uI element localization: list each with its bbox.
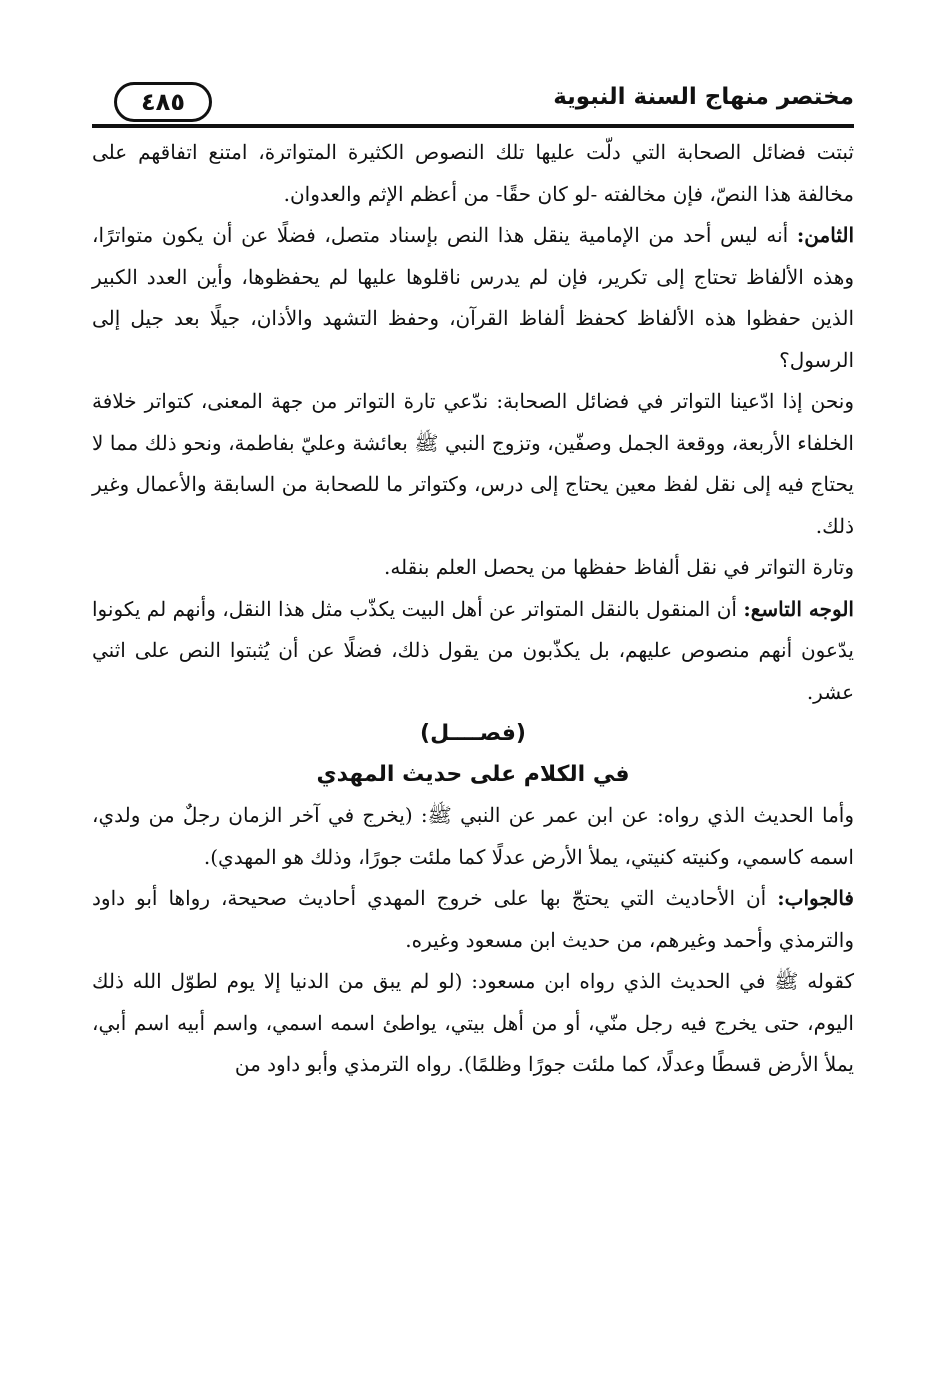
page-body xyxy=(92,132,854,1086)
paragraph-2-text: أنه ليس أحد من الإمامية ينقل هذا النص بإسناد متصل، فضلًا عن أن يكون متواترًا، وهذه الألفاظ تحتاج إلى تكرير، فإن لم يدرس ناقلوها عليها لم يحفظوها، وأين العدد الكبير الذين حفظوا هذه الألفاظ كحفظ ألفاظ القرآن، وحفظ التشهد والأذان، جيلًا بعد جيل إلى الرسول؟ xyxy=(92,223,854,372)
paragraph-6 xyxy=(92,795,854,878)
paragraph-3-text: ونحن إذا ادّعينا التواتر في فضائل الصحابة: ندّعي تارة التواتر من جهة المعنى، كتواتر خلافة الخلفاء الأربعة، ووقعة الجمل وصفّين، وتزوج النبي ﷺ بعائشة وعليّ بفاطمة، ونحو ذلك مما لا يحتاج فيه إلى نقل لفظ معين يحتاج إلى درس، وكتواتر ما للصحابة من السابقة والأعمال وغير ذلك. xyxy=(92,389,854,538)
paragraph-8 xyxy=(92,961,854,1086)
paragraph-4 xyxy=(92,547,854,589)
paragraph-7-text: أن الأحاديث التي يحتجّ بها على خروج المهدي أحاديث صحيحة، رواها أبو داود والترمذي وأحمد وغيرهم، من حديث ابن مسعود وغيره. xyxy=(92,886,854,952)
paragraph-3 xyxy=(92,381,854,547)
page-number-badge: ٤٨٥ xyxy=(114,82,212,122)
page-header xyxy=(92,82,854,126)
running-title: مختصر منهاج السنة النبوية xyxy=(553,84,854,110)
paragraph-4-text: وتارة التواتر في نقل ألفاظ حفظها من يحصل العلم بنقله. xyxy=(383,555,854,579)
paragraph-1-text: ثبتت فضائل الصحابة التي دلّت عليها تلك النصوص الكثيرة المتواترة، امتنع اتفاقهم على مخالفة هذا النصّ، فإن مخالفته -لو كان حقًا- من أعظم الإثم والعدوان. xyxy=(92,140,854,206)
paragraph-8-text: كقوله ﷺ في الحديث الذي رواه ابن مسعود: (لو لم يبق من الدنيا إلا يوم لطوّل الله ذلك اليوم، حتى يخرج فيه رجل منّي، أو من أهل بيتي، يواطئ اسمه اسمي، واسم أبيه اسم أبي، يملأ الأرض قسطًا وعدلًا، كما ملئت جورًا وظلمًا). رواه الترمذي وأبو داود من xyxy=(92,969,854,1076)
section-label: (فصــــل) xyxy=(420,721,526,746)
paragraph-2-lead: الثامن: xyxy=(796,223,855,247)
paragraph-7 xyxy=(92,878,854,961)
paragraph-7-lead: فالجواب: xyxy=(777,886,854,910)
paragraph-5-text: أن المنقول بالنقل المتواتر عن أهل البيت يكذّب مثل هذا النقل، وأنهم لم يكونوا يدّعون أنهم منصوص عليهم، بل يكذّبون من يقول ذلك، فضلًا عن أن يُثبتوا النص على اثني عشر. xyxy=(92,596,854,704)
paragraph-5-lead: الوجه التاسع: xyxy=(743,596,854,621)
paragraph-5 xyxy=(92,589,854,714)
header-divider xyxy=(92,124,854,128)
section-title: في الكلام على حديث المهدي xyxy=(316,762,630,787)
paragraph-6-text: وأما الحديث الذي رواه: عن ابن عمر عن النبي ﷺ: (يخرج في آخر الزمان رجلٌ من ولدي، اسمه كاسمي، وكنيته كنيتي، يملأ الأرض عدلًا كما ملئت جورًا، وذلك هو المهدي). xyxy=(92,803,854,869)
paragraph-1 xyxy=(92,132,854,215)
paragraph-2 xyxy=(92,215,854,381)
